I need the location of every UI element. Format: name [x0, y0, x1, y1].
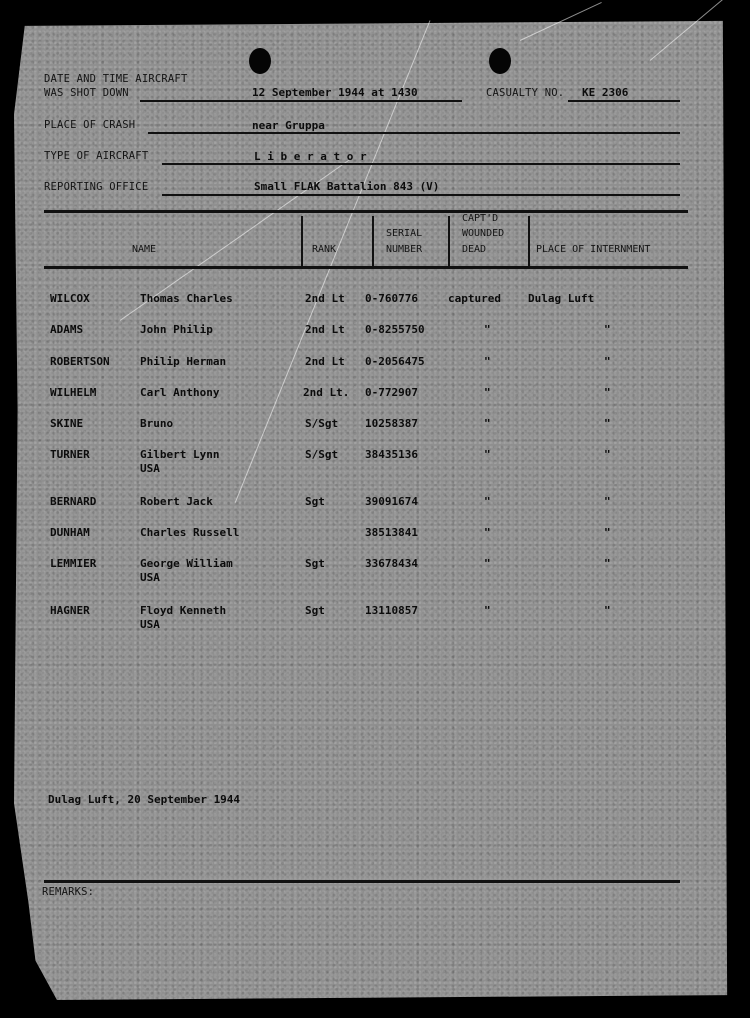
signature-line: Dulag Luft, 20 September 1944 [48, 793, 241, 806]
cell-serial: 0-760776 [365, 292, 418, 305]
cell-rank: Sgt [305, 495, 325, 508]
cell-surname: TURNER [50, 448, 90, 461]
cell-place: " [604, 448, 611, 461]
cell-given-name: Carl Anthony [140, 386, 220, 399]
cell-given-name: Bruno [140, 417, 174, 430]
cell-rank: 2nd Lt. [303, 386, 350, 399]
cell-rank: Sgt [305, 604, 325, 617]
cell-given-name: Robert Jack [140, 495, 213, 508]
cell-serial: 0-772907 [365, 386, 418, 399]
cell-status: " [484, 355, 491, 368]
cell-given-name: Floyd Kenneth USA [140, 604, 227, 631]
cell-place: " [604, 526, 611, 539]
cell-surname: WILCOX [50, 292, 90, 305]
col-divider-place [528, 216, 530, 266]
punch-hole-left [249, 48, 271, 74]
cell-place: " [604, 323, 611, 336]
cell-surname: SKINE [50, 417, 84, 430]
header-place: PLACE OF INTERNMENT [536, 244, 651, 255]
cell-surname: ROBERTSON [50, 355, 110, 368]
cell-status: " [484, 386, 491, 399]
cell-place: " [604, 557, 611, 570]
cell-given-name: John Philip [140, 323, 213, 336]
cell-status: " [484, 495, 491, 508]
date-label-line1: DATE AND TIME AIRCRAFT [44, 73, 188, 85]
cell-serial: 13110857 [365, 604, 418, 617]
cell-status: " [484, 526, 491, 539]
casualty-label: CASUALTY NO. [486, 87, 565, 99]
office-label: REPORTING OFFICE [44, 181, 149, 193]
cell-place: " [604, 417, 611, 430]
cell-status: " [484, 448, 491, 461]
cell-place: " [604, 604, 611, 617]
col-divider-status [448, 216, 450, 266]
date-value: 12 September 1944 at 1430 [252, 86, 418, 99]
cell-rank: 2nd Lt [305, 323, 345, 336]
cell-surname: LEMMIER [50, 557, 97, 570]
cell-rank: S/Sgt [305, 417, 339, 430]
header-name: NAME [132, 244, 157, 255]
cell-place: " [604, 355, 611, 368]
cell-status: " [484, 604, 491, 617]
table-top-rule [44, 210, 688, 213]
cell-given-name: Gilbert Lynn USA [140, 448, 220, 475]
cell-serial: 33678434 [365, 557, 418, 570]
cell-given-name: Philip Herman [140, 355, 227, 368]
punch-hole-right [489, 48, 511, 74]
date-underline [140, 100, 462, 102]
header-rank: RANK [312, 244, 337, 255]
cell-serial: 0-8255750 [365, 323, 425, 336]
cell-given-name: Thomas Charles [140, 292, 233, 305]
casualty-value: KE 2306 [582, 86, 629, 99]
remarks-label: REMARKS: [42, 886, 95, 898]
type-label: TYPE OF AIRCRAFT [44, 150, 149, 162]
cell-status: " [484, 557, 491, 570]
casualty-underline [568, 100, 680, 102]
cell-serial: 10258387 [365, 417, 418, 430]
col-divider-serial [372, 216, 374, 266]
office-underline [162, 194, 680, 196]
cell-serial: 39091674 [365, 495, 418, 508]
header-status-line3: DEAD [462, 244, 487, 255]
header-status-line2: WOUNDED [462, 228, 505, 239]
place-underline [148, 132, 680, 134]
cell-rank: Sgt [305, 557, 325, 570]
cell-serial: 38513841 [365, 526, 418, 539]
cell-rank: 2nd Lt [305, 292, 345, 305]
type-value: L i b e r a t o r [254, 150, 367, 163]
cell-surname: DUNHAM [50, 526, 90, 539]
cell-status: " [484, 417, 491, 430]
place-label: PLACE OF CRASH [44, 119, 136, 131]
header-status-line1: CAPT'D [462, 213, 499, 224]
cell-surname: HAGNER [50, 604, 90, 617]
cell-surname: ADAMS [50, 323, 84, 336]
table-header-rule [44, 266, 688, 269]
header-serial-line2: NUMBER [386, 244, 423, 255]
header-serial-line1: SERIAL [386, 228, 423, 239]
type-underline [162, 163, 680, 165]
cell-place: " [604, 386, 611, 399]
cell-status: captured [448, 292, 501, 305]
date-label-line2: WAS SHOT DOWN [44, 87, 129, 99]
office-value: Small FLAK Battalion 843 (V) [254, 180, 440, 193]
cell-given-name: George William USA [140, 557, 233, 584]
cell-rank: S/Sgt [305, 448, 339, 461]
cell-rank: 2nd Lt [305, 355, 345, 368]
col-divider-rank [301, 216, 303, 266]
cell-serial: 38435136 [365, 448, 418, 461]
cell-place: Dulag Luft [528, 292, 595, 305]
cell-surname: BERNARD [50, 495, 97, 508]
cell-place: " [604, 495, 611, 508]
cell-given-name: Charles Russell [140, 526, 240, 539]
cell-serial: 0-2056475 [365, 355, 425, 368]
cell-status: " [484, 323, 491, 336]
cell-surname: WILHELM [50, 386, 97, 399]
place-value: near Gruppa [252, 119, 325, 132]
remarks-rule [44, 880, 680, 883]
